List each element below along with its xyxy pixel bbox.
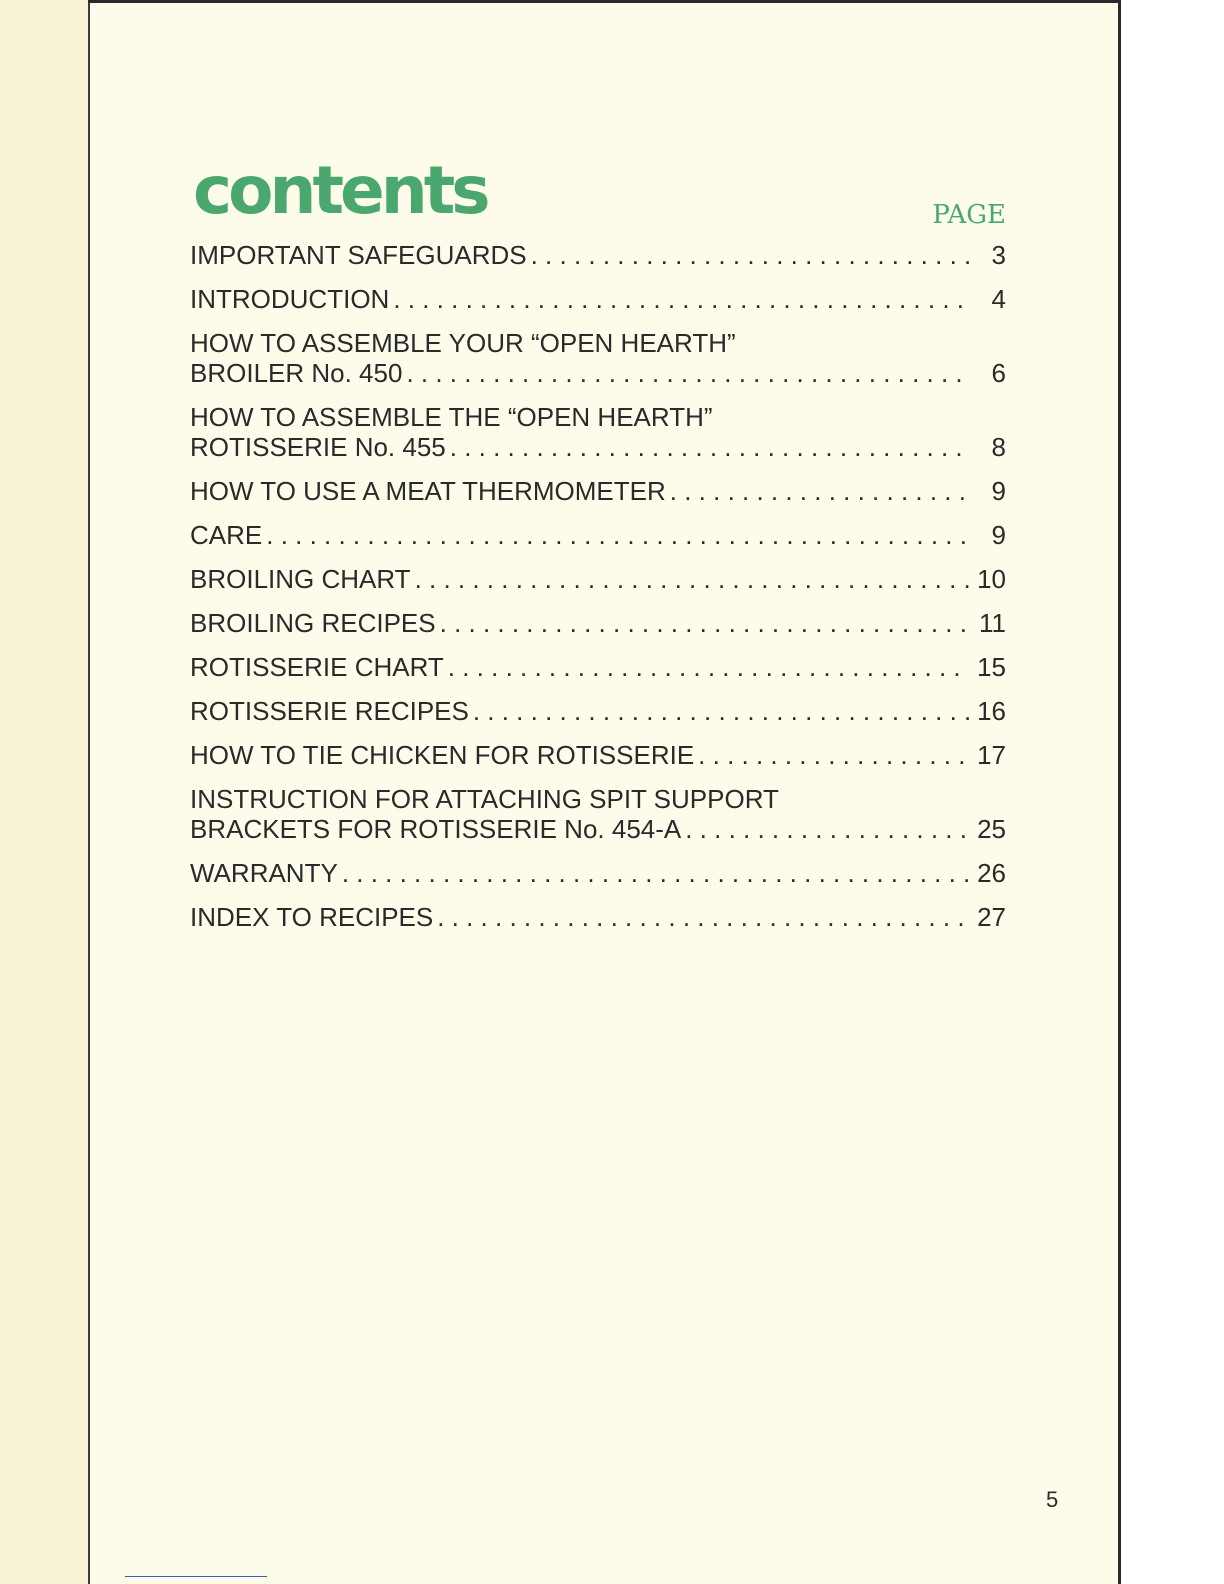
toc-entry-title: BRACKETS FOR ROTISSERIE No. 454-A xyxy=(190,814,682,844)
dot-leader xyxy=(266,520,970,550)
scan-artifact-line xyxy=(125,1576,267,1577)
toc-entry-title: HOW TO TIE CHICKEN FOR ROTISSERIE xyxy=(190,740,695,770)
toc-entry-page: 11 xyxy=(979,608,1006,638)
toc-entry xyxy=(190,328,1006,388)
toc-entry xyxy=(190,476,1006,506)
dot-leader xyxy=(437,902,970,932)
toc-entry-title: INTRODUCTION xyxy=(190,284,390,314)
dot-leader xyxy=(698,740,970,770)
dot-leader xyxy=(415,564,970,594)
dot-leader xyxy=(670,476,970,506)
scan-background xyxy=(1121,0,1224,1584)
toc-entry-page: 8 xyxy=(991,432,1006,462)
table-of-contents xyxy=(190,240,1006,946)
toc-entry-page: 4 xyxy=(991,284,1006,314)
toc-entry-title: BROILING CHART xyxy=(190,564,411,594)
dot-leader xyxy=(393,284,970,314)
toc-entry xyxy=(190,902,1006,932)
dot-leader xyxy=(450,432,970,462)
dot-leader xyxy=(406,358,970,388)
toc-entry-page: 6 xyxy=(991,358,1006,388)
toc-entry-title: CARE xyxy=(190,520,263,550)
dot-leader xyxy=(448,652,970,682)
binding-margin xyxy=(0,0,88,1584)
spine-edge xyxy=(88,0,90,1584)
toc-entry-page: 26 xyxy=(977,858,1006,888)
toc-entry xyxy=(190,608,1006,638)
dot-leader xyxy=(342,858,970,888)
toc-entry-page: 3 xyxy=(991,240,1006,270)
toc-entry-page: 25 xyxy=(977,814,1006,844)
dot-leader xyxy=(440,608,970,638)
toc-entry-title-line: HOW TO ASSEMBLE YOUR “OPEN HEARTH” xyxy=(190,328,736,358)
toc-entry-title: IMPORTANT SAFEGUARDS xyxy=(190,240,527,270)
toc-entry xyxy=(190,520,1006,550)
toc-entry-page: 16 xyxy=(977,696,1006,726)
dot-leader xyxy=(685,814,970,844)
page-title: contents xyxy=(193,152,487,229)
toc-entry-title: WARRANTY xyxy=(190,858,338,888)
toc-entry xyxy=(190,240,1006,270)
toc-entry-title: HOW TO USE A MEAT THERMOMETER xyxy=(190,476,666,506)
toc-entry xyxy=(190,564,1006,594)
toc-entry xyxy=(190,696,1006,726)
toc-entry-page: 10 xyxy=(977,564,1006,594)
toc-entry-page: 9 xyxy=(991,476,1006,506)
dot-leader xyxy=(531,240,970,270)
toc-entry-title: BROILER No. 450 xyxy=(190,358,403,388)
page-number: 5 xyxy=(1046,1487,1059,1512)
toc-entry xyxy=(190,784,1006,844)
toc-entry-page: 17 xyxy=(977,740,1006,770)
toc-entry xyxy=(190,402,1006,462)
toc-entry-title-line: INSTRUCTION FOR ATTACHING SPIT SUPPORT xyxy=(190,784,779,814)
page-top-edge xyxy=(88,0,1120,3)
page-column-heading: PAGE xyxy=(932,200,1006,230)
toc-entry-title: BROILING RECIPES xyxy=(190,608,436,638)
toc-entry-title: ROTISSERIE CHART xyxy=(190,652,444,682)
toc-entry xyxy=(190,284,1006,314)
toc-entry xyxy=(190,858,1006,888)
toc-entry-title-line: HOW TO ASSEMBLE THE “OPEN HEARTH” xyxy=(190,402,713,432)
toc-entry-page: 15 xyxy=(977,652,1006,682)
toc-entry-page: 9 xyxy=(991,520,1006,550)
dot-leader xyxy=(473,696,970,726)
toc-entry xyxy=(190,652,1006,682)
toc-entry-title: INDEX TO RECIPES xyxy=(190,902,434,932)
toc-entry-title: ROTISSERIE RECIPES xyxy=(190,696,469,726)
toc-entry-title: ROTISSERIE No. 455 xyxy=(190,432,446,462)
toc-entry-page: 27 xyxy=(977,902,1006,932)
toc-entry xyxy=(190,740,1006,770)
